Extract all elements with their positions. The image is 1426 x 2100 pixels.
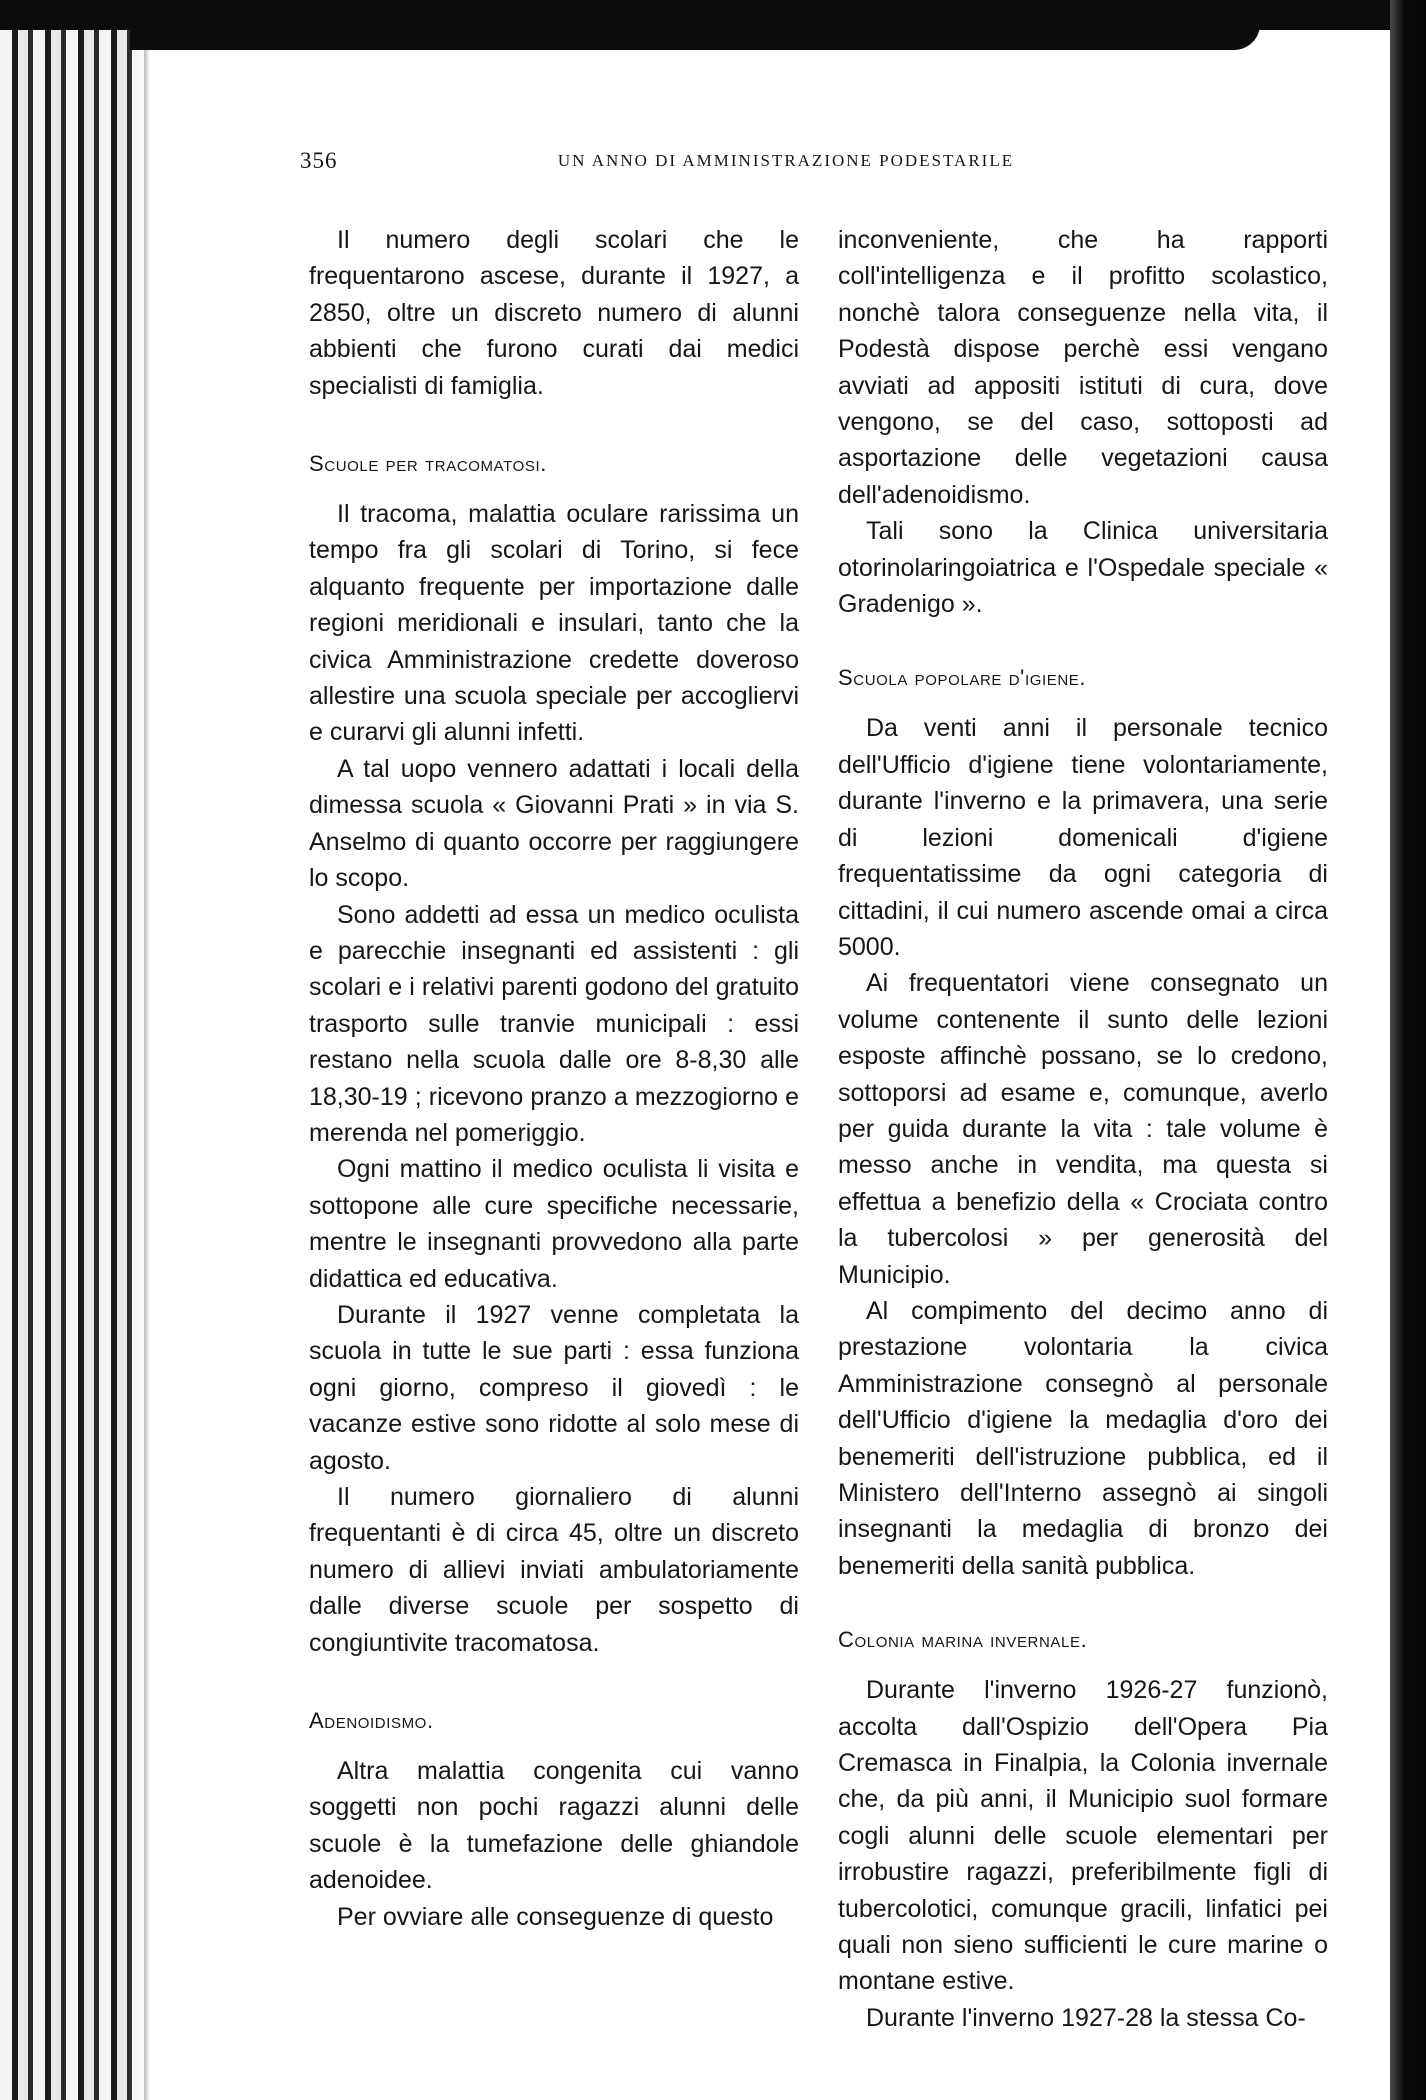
paragraph: Ai frequentatori viene consegnato un volume contenente il sunto delle lezioni esposte affinchè possano, se lo credono, sottoporsi ad esame e, comunque, averlo per guida durante la vita : tale volume è messo anche in vendita, ma questa si effettua a benefizio della « Crociata contro la tubercolosi » per generosità del Municipio. (838, 969, 1328, 1289)
book-page-edges (0, 20, 150, 2100)
paragraph: Ogni mattino il medico oculista li visita e sottopone alle cure specifiche necessarie, mentre le insegnanti provvedono alla parte didattica ed educativa. (309, 1155, 799, 1293)
paragraph: inconveniente, che ha rapporti coll'intelligenza e il profitto scolastico, nonchè talora conseguenze nella vita, il Podestà dispose perchè essi vengano avviati ad appositi istituti di cura, dove vengono, se del caso, sottoposti ad asportazione delle vegetazioni causa dell'adenoidismo. (838, 226, 1328, 509)
paragraph: Durante l'inverno 1926-27 funzionò, accolta dall'Ospizio dell'Opera Pia Cremasca in Finalpia, la Colonia invernale che, da più anni, il Municipio suol formare cogli alunni delle scuole elementari per irrobustire ragazzi, preferibilmente figli di tubercolotici, comunque gracili, linfatici pei quali non sieno sufficienti le cure marine o montane estive. (838, 1676, 1328, 1996)
section-heading: Scuola popolare d'igiene. (838, 665, 1087, 691)
page-number: 356 (300, 148, 338, 173)
paragraph: Il numero giornaliero di alunni frequentanti è di circa 45, oltre un discreto numero di allievi inviati ambulatoriamente dalle diverse scuole per sospetto di congiuntivite tracomatosa. (309, 1483, 799, 1657)
scan-border-top-shadow (130, 24, 1260, 50)
paragraph: Durante l'inverno 1927-28 la stessa Co- (866, 2003, 1306, 2032)
scan-border-right (1390, 0, 1426, 2100)
section-heading: Scuole per tracomatosi. (309, 451, 547, 477)
paragraph: Tali sono la Clinica universitaria otorinolaringoiatrica e l'Ospedale speciale « Gradenigo ». (838, 517, 1328, 619)
left-column (309, 222, 799, 1935)
paragraph: Al compimento del decimo anno di prestazione volontaria la civica Amministrazione consegnò al personale dell'Ufficio d'igiene la medaglia d'oro dei benemeriti dell'istruzione pubblica, ed il Ministero dell'Interno assegnò ai singoli insegnanti la medaglia di bronzo dei benemeriti della sanità pubblica. (838, 1296, 1328, 1580)
paragraph: Altra malattia congenita cui vanno soggetti non pochi ragazzi alunni delle scuole è la tumefazione delle ghiandole adenoidee. (309, 1757, 799, 1895)
paragraph: Durante il 1927 venne completata la scuola in tutte le sue parti : essa funziona ogni giorno, compreso il giovedì : le vacanze estive sono ridotte al solo mese di agosto. (309, 1300, 799, 1475)
paragraph: Per ovviare alle conseguenze di questo (337, 1902, 774, 1931)
paragraph: Sono addetti ad essa un medico oculista e parecchie insegnanti ed assistenti : gli scolari e i relativi parenti godono del gratuito trasporto sulle tranvie municipali : essi restano nella scuola dalle ore 8-8,30 alle 18,30-19 ; ricevono pranzo a mezzogiorno e merenda nel pomeriggio. (309, 900, 799, 1147)
paragraph: Il tracoma, malattia oculare rarissima un tempo fra gli scolari di Torino, si fece alquanto frequente per importazione dalle regioni meridionali e insulari, tanto che la civica Amministrazione credette doveroso allestire una scuola speciale per accogliervi e curarvi gli alunni infetti. (309, 500, 799, 747)
section-heading: Colonia marina invernale. (838, 1627, 1088, 1653)
page-header (300, 148, 1200, 188)
paragraph: Da venti anni il personale tecnico dell'Ufficio d'igiene tiene volontariamente, durante l'inverno e la primavera, una serie di lezioni domenicali d'igiene frequentatissime da ogni categoria di cittadini, il cui numero ascende omai a circa 5000. (838, 714, 1328, 961)
paragraph: A tal uopo vennero adattati i locali della dimessa scuola « Giovanni Prati » in via S. Anselmo di quanto occorre per raggiungere lo scopo. (309, 754, 799, 893)
paragraph: Il numero degli scolari che le frequentarono ascese, durante il 1927, a 2850, oltre un discreto numero di alunni abbienti che furono curati dai medici specialisti di famiglia. (309, 226, 799, 400)
right-column (838, 222, 1328, 2036)
running-title: UN ANNO DI AMMINISTRAZIONE PODESTARILE (557, 151, 1015, 170)
section-heading: Adenoidismo. (309, 1708, 434, 1734)
